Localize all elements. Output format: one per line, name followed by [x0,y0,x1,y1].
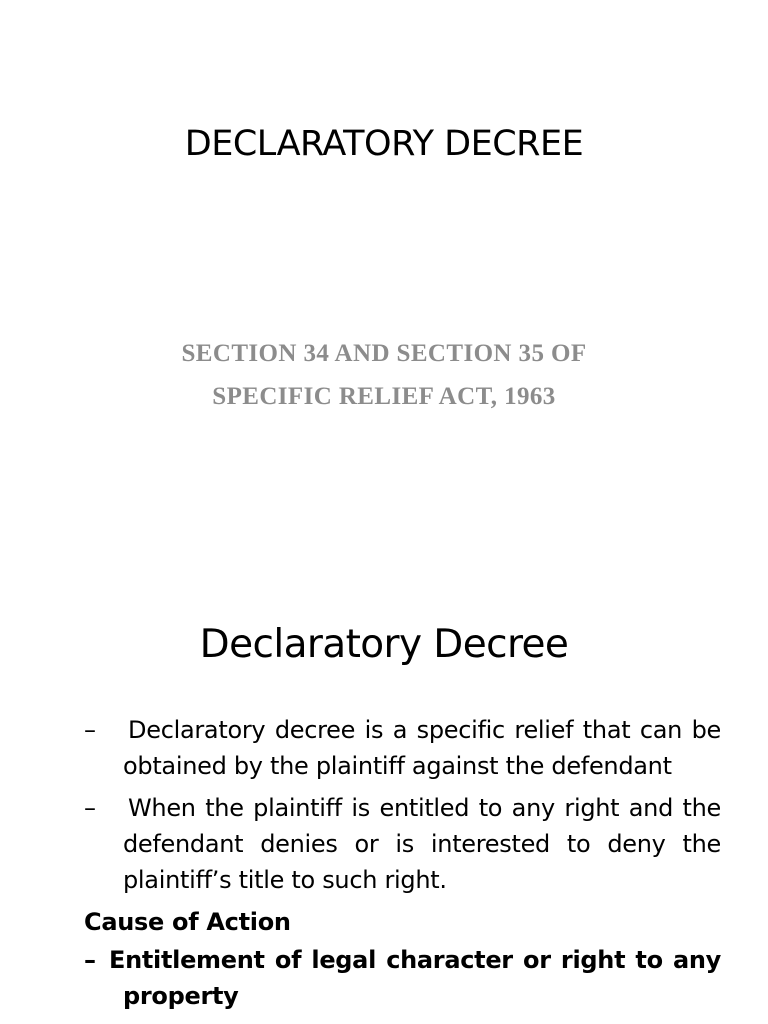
dash-marker: – [84,946,96,974]
bullet-text: When the plaintiff is entitled to any right and the defendant denies or is interested to deny the plaintiff’s title to such right. [123,794,721,894]
bullet-item [84,790,721,898]
subtitle-line-2: SPECIFIC RELIEF ACT, 1963 [212,383,556,410]
slide-1-subtitle [0,332,768,418]
slide-2-title: Declaratory Decree [199,622,569,667]
bullet-item [84,942,721,1014]
bullet-item [84,712,721,784]
section-heading: Cause of Action [84,908,291,936]
subtitle-line-1: SECTION 34 AND SECTION 35 OF [181,340,587,367]
slide-2 [0,576,768,1024]
dash-marker: – [84,794,96,822]
slide-2-body [84,712,721,1020]
dash-marker: – [84,716,96,744]
bullet-text: Entitlement of legal character or right to any property [109,946,721,1010]
bullet-text: Declaratory decree is a specific relief that can be obtained by the plaintiff against the defendant [123,716,721,780]
slide-1-title: DECLARATORY DECREE [184,124,584,164]
